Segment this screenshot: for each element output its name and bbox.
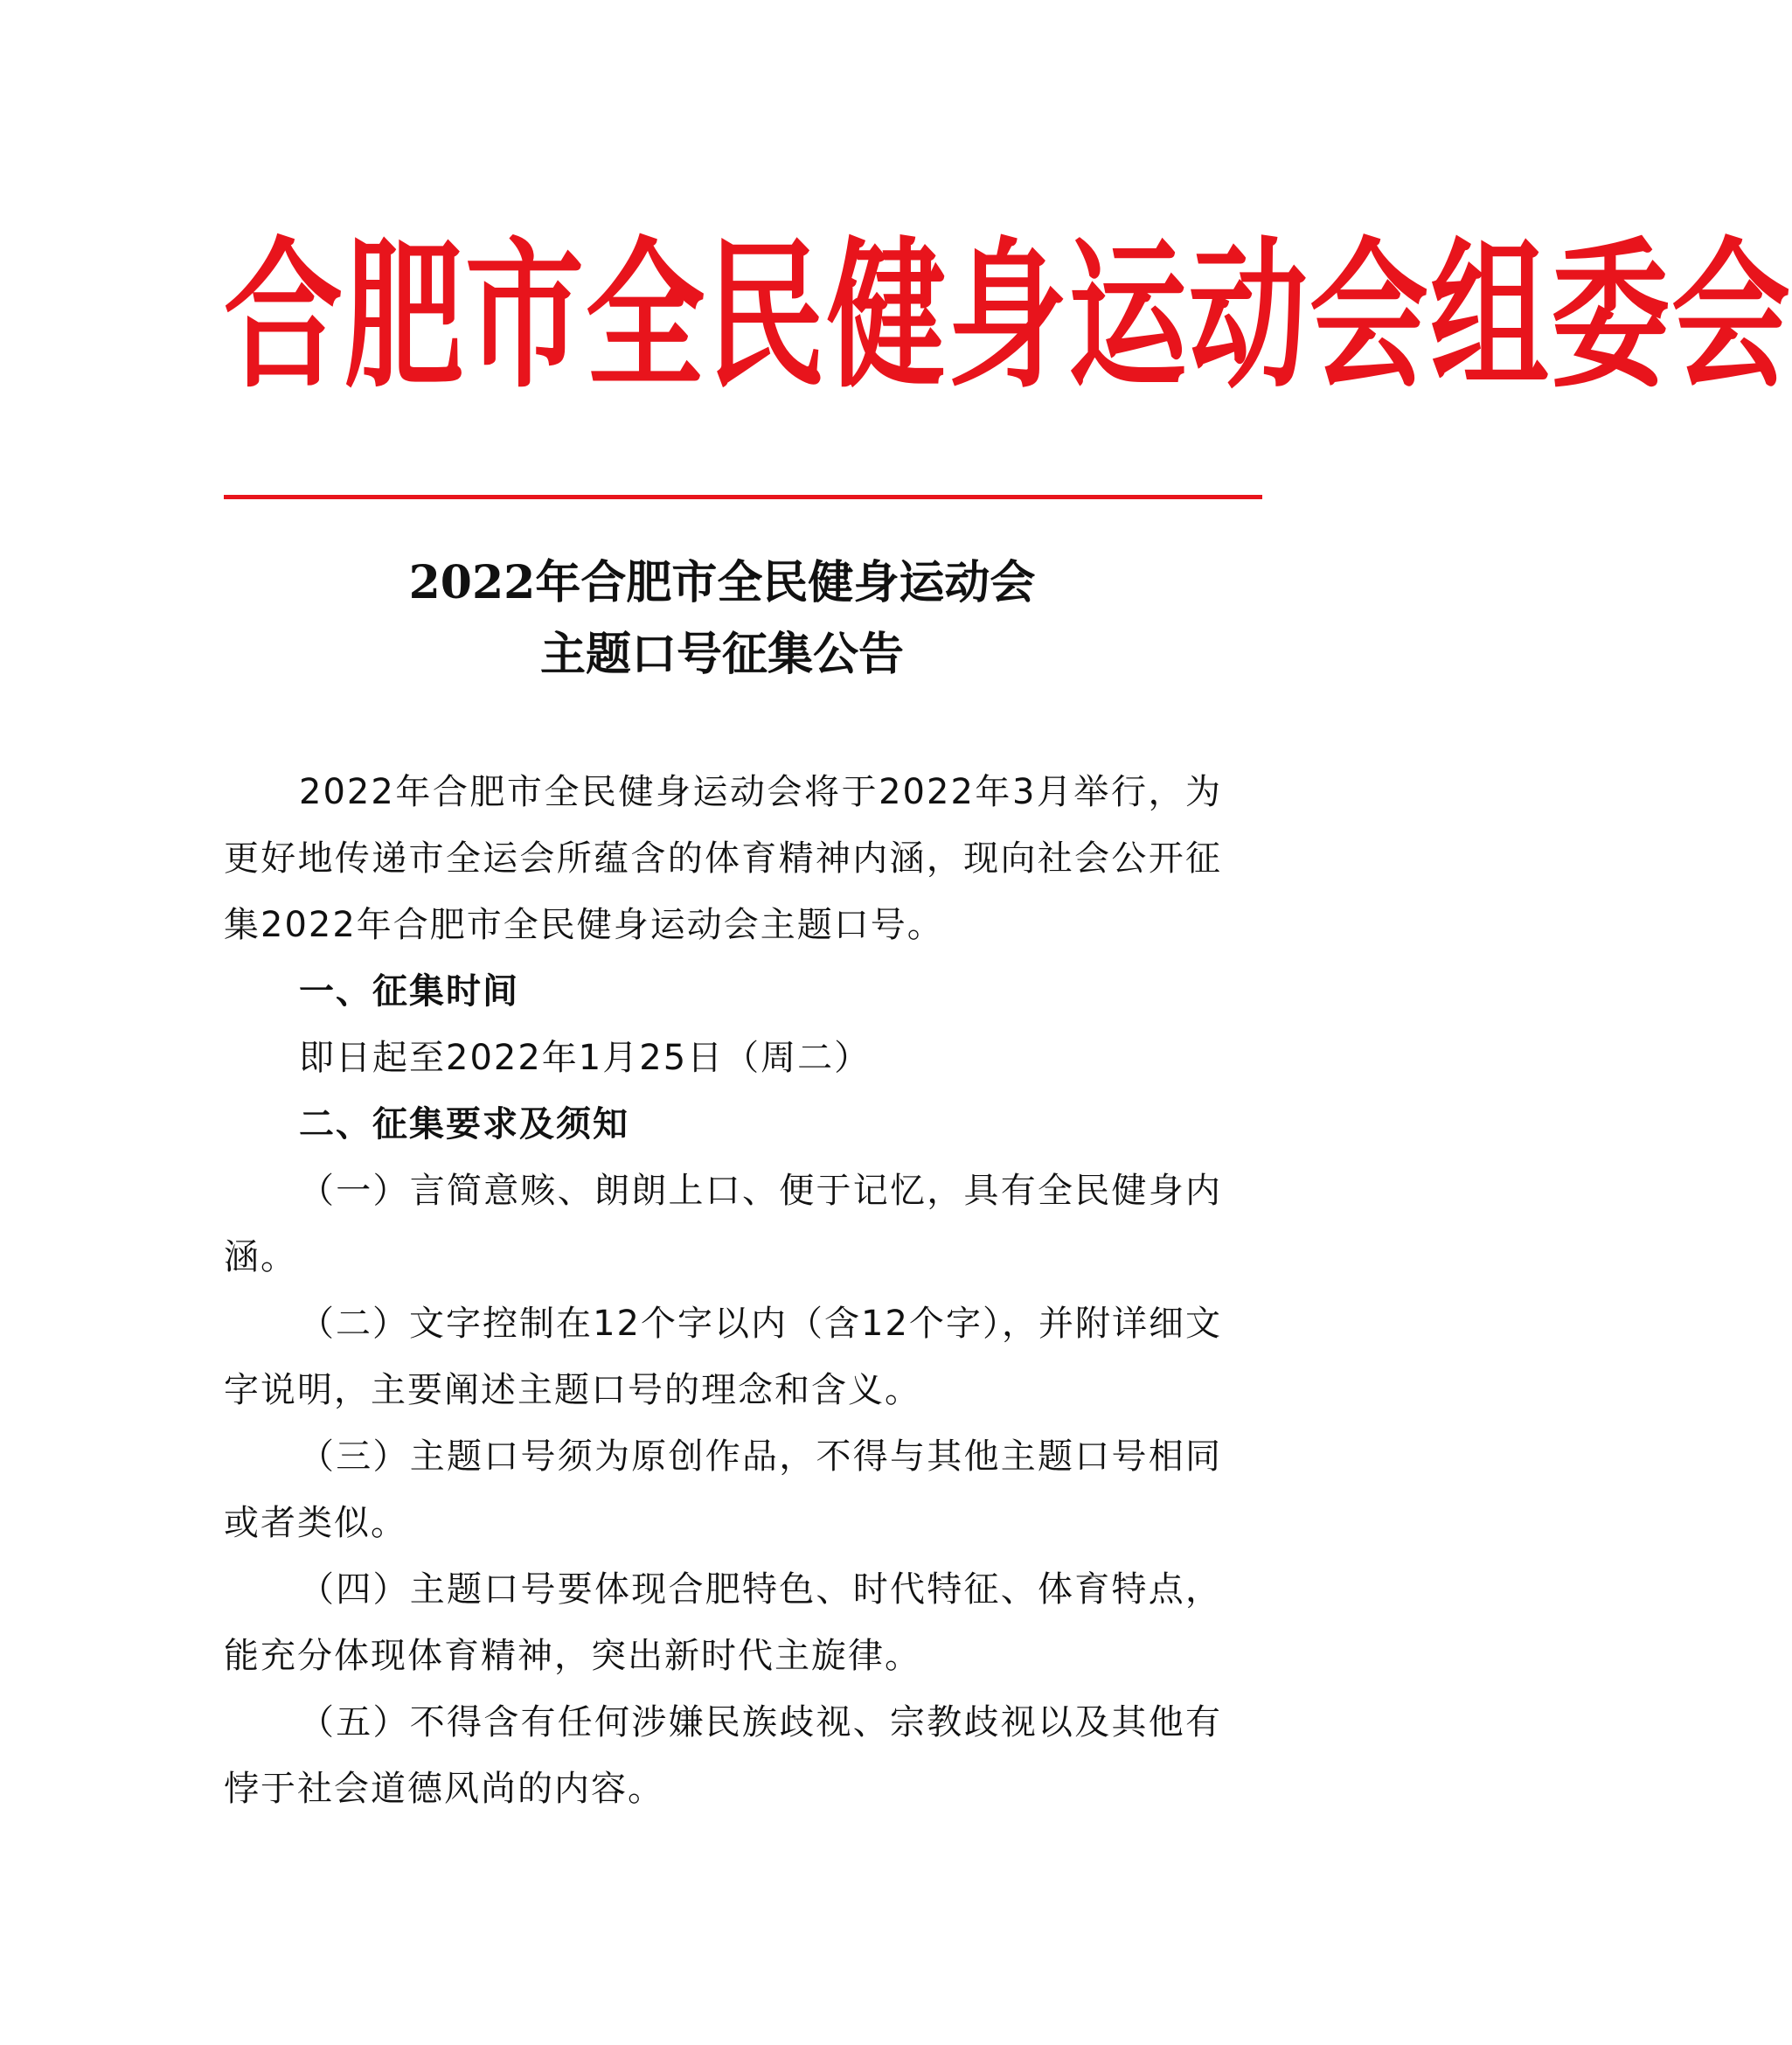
- intro-paragraph: 2022年合肥市全民健身运动会将于2022年3月举行，为更好地传递市全运会所蕴含的体育精神内涵，现向社会公开征集2022年合肥市全民健身运动会主题口号。: [224, 772, 1222, 945]
- requirement-item-3: （三）主题口号须为原创作品，不得与其他主题口号相同或者类似。: [224, 1436, 1222, 1543]
- section-2-heading: 二、征集要求及须知: [299, 1104, 629, 1144]
- section-1-text: 即日起至2022年1月25日（周二）: [299, 1038, 872, 1078]
- document-title-line-2: 主题口号征集公告: [539, 628, 904, 681]
- document-title-line-1: 2022年合肥市全民健身运动会: [408, 556, 1036, 609]
- document-body: [224, 759, 1222, 1822]
- requirement-item-2: （二）文字控制在12个字以内（含12个字），并附详细文字说明，主要阐述主题口号的理念和含义。: [224, 1304, 1222, 1410]
- section-1-heading: 一、征集时间: [299, 971, 519, 1012]
- requirement-item-1: （一）言简意赅、朗朗上口、便于记忆，具有全民健身内涵。: [224, 1171, 1222, 1277]
- requirement-item-4: （四）主题口号要体现合肥特色、时代特征、体育特点，能充分体现体育精神，突出新时代主旋律。: [224, 1569, 1222, 1676]
- requirement-item-5: （五）不得含有任何涉嫌民族歧视、宗教歧视以及其他有悖于社会道德风尚的内容。: [224, 1702, 1222, 1809]
- letterhead-org-name: 合肥市全民健身运动会组委会: [224, 224, 1792, 411]
- letterhead-red-rule: [224, 495, 1262, 499]
